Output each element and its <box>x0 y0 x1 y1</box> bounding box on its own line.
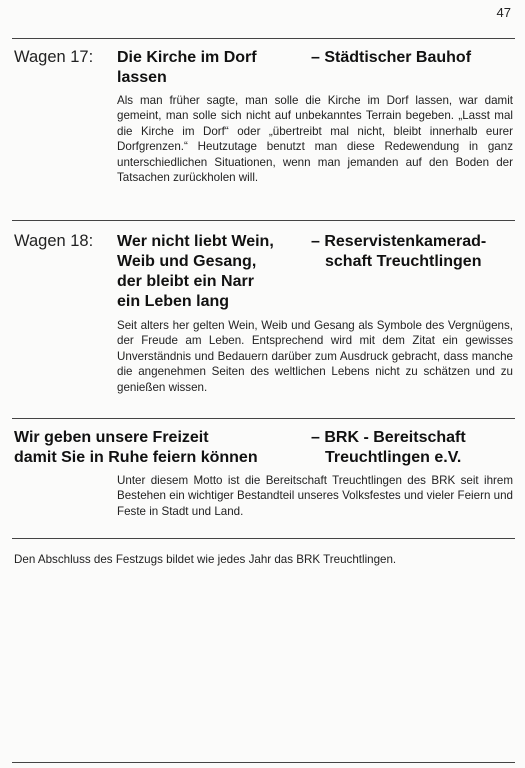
divider-rule <box>12 538 515 539</box>
title-line: damit Sie in Ruhe feiern können <box>14 449 258 466</box>
group-line: – BRK - Bereitschaft <box>311 429 466 446</box>
divider-rule <box>12 220 515 221</box>
title-line: der bleibt ein Narr <box>117 273 254 290</box>
title-line: Wir geben unsere Freizeit <box>14 429 209 446</box>
entry-group <box>311 428 466 468</box>
entry-description: Seit alters her gelten Wein, Weib und Gesang als Symbole des Vergnügens, der Freude am Leben. Entsprechend wird mit dem Zitat ein gewisses Unverständnis und Bedauern darüber zum Ausdruck gebracht, dass manche die angenehmen Seiten des weltlichen Lebens nicht zu schätzen und zu genießen wissen. <box>117 319 513 394</box>
entry-title <box>117 48 257 88</box>
bottom-rule <box>12 762 515 763</box>
group-line: – Reservistenkamerad- <box>311 233 487 250</box>
entry-description: Unter diesem Motto ist die Bereitschaft Treuchtlingen des BRK seit ihrem Bestehen ein wichtiger Bestandteil unseres Volksfestes und vieler Feiern und Feste in Stadt und Land. <box>117 474 513 518</box>
entry-brk <box>14 428 513 528</box>
entry-wagen-18 <box>14 232 513 412</box>
page-number: 47 <box>496 5 511 20</box>
group-line: schaft Treuchtlingen <box>325 253 482 270</box>
group-line: – Städtischer Bauhof <box>311 49 472 66</box>
title-line: Die Kirche im Dorf <box>117 49 257 66</box>
entry-title <box>117 232 274 312</box>
wagon-label: Wagen 17: <box>14 48 94 66</box>
divider-rule <box>12 418 515 419</box>
group-line: Treuchtlingen e.V. <box>325 449 462 466</box>
closing-text: Den Abschluss des Festzugs bildet wie jedes Jahr das BRK Treuchtlingen. <box>14 553 397 566</box>
title-line: Weib und Gesang, <box>117 253 257 270</box>
entry-description: Als man früher sagte, man solle die Kirche im Dorf lassen, war damit gemeint, man solle sich nicht auf unbekanntes Terrain begeben. „Lasst mal die Kirche im Dorf“ oder „übertreibt mal nicht, bleibt innerhalb eurer Dorfgrenzen.“ Heutzutage benutzt man diese Redewendung in ganz unterschiedlichen Situationen, wenn man jemanden auf den Boden der Tatsachen zurückholen will. <box>117 94 513 185</box>
title-line: lassen <box>117 69 167 86</box>
wagon-label: Wagen 18: <box>14 232 94 250</box>
entry-title <box>14 428 258 468</box>
entry-group <box>311 48 471 68</box>
entry-group <box>311 232 486 272</box>
title-line: ein Leben lang <box>117 293 230 310</box>
top-rule <box>12 38 515 39</box>
entry-wagen-17 <box>14 48 513 213</box>
title-line: Wer nicht liebt Wein, <box>117 233 274 250</box>
